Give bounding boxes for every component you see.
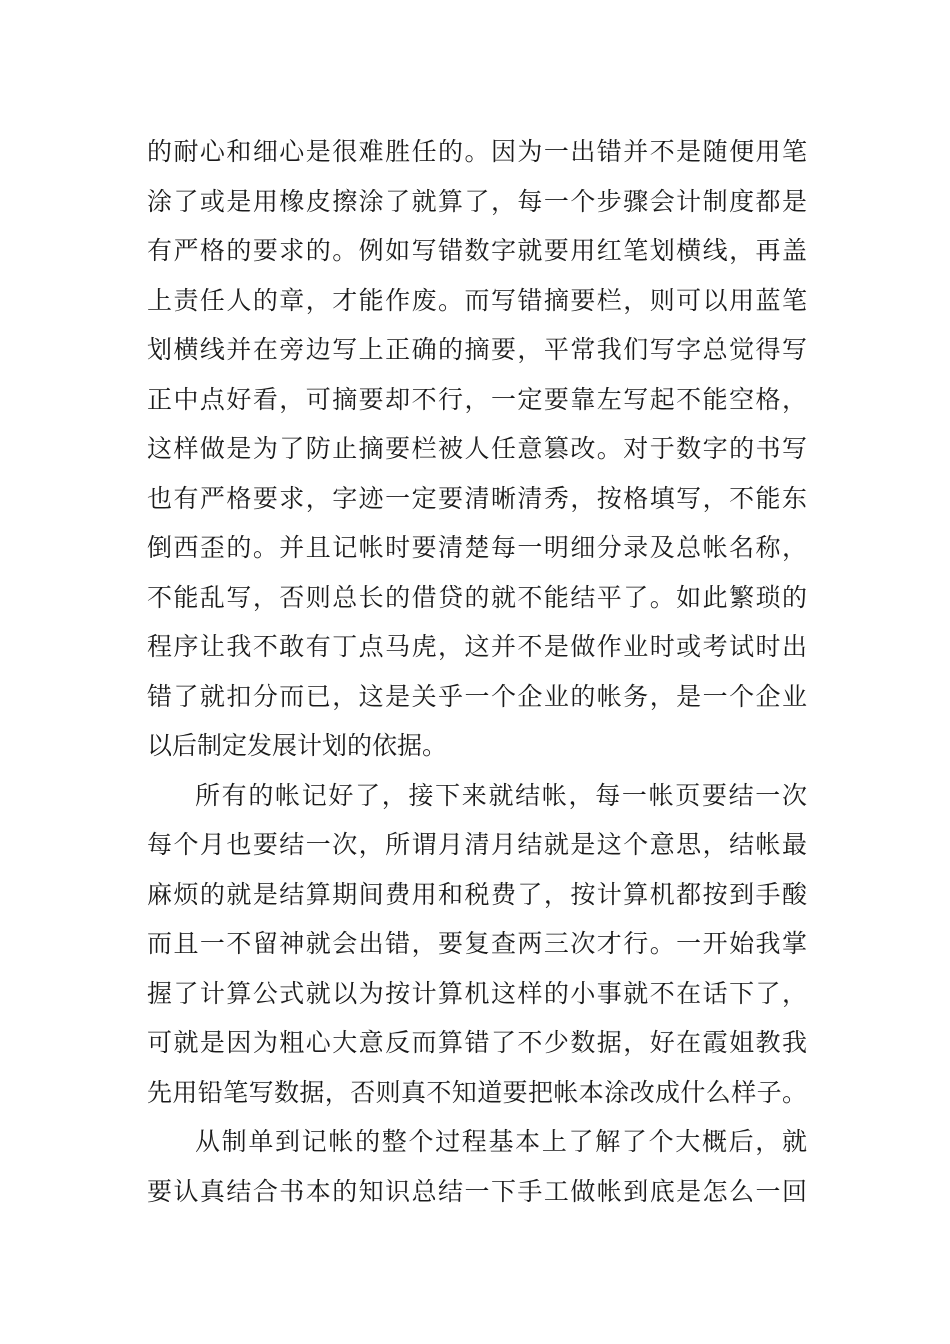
- text-line: 正中点好看，可摘要却不行，一定要靠左写起不能空格，: [147, 384, 807, 414]
- text-line: 每个月也要结一次，所谓月清月结就是这个意思，结帐最: [147, 830, 807, 859]
- text-line: 上责任人的章，才能作废。而写错摘要栏，则可以用蓝笔: [147, 285, 807, 315]
- text-line: 也有严格要求，字迹一定要清晰清秀，按格填写，不能东: [147, 483, 807, 513]
- text-line: 麻烦的就是结算期间费用和税费了，按计算机都按到手酸: [147, 879, 807, 909]
- text-line: 这样做是为了防止摘要栏被人任意篡改。对于数字的书写: [147, 434, 807, 463]
- text-line: 可就是因为粗心大意反而算错了不少数据，好在霞姐教我: [147, 1028, 807, 1057]
- text-line: 涂了或是用橡皮擦涂了就算了，每一个步骤会计制度都是: [147, 186, 807, 216]
- text-line: 错了就扣分而已，这是关乎一个企业的帐务，是一个企业: [147, 681, 807, 711]
- text-line: 划横线并在旁边写上正确的摘要，平常我们写字总觉得写: [147, 335, 807, 364]
- text-line: 倒西歪的。并且记帐时要清楚每一明细分录及总帐名称，: [147, 533, 807, 562]
- text-line: 以后制定发展计划的依据。: [147, 731, 448, 760]
- text-line: 而且一不留神就会出错，要复查两三次才行。一开始我掌: [147, 929, 807, 958]
- paragraph-first-line: 所有的帐记好了，接下来就结帐，每一帐页要结一次: [195, 780, 807, 810]
- text-line: 要认真结合书本的知识总结一下手工做帐到底是怎么一回: [147, 1176, 807, 1206]
- body-text: [147, 127, 807, 1216]
- text-line: 握了计算公式就以为按计算机这样的小事就不在话下了，: [147, 978, 807, 1008]
- text-line: 不能乱写，否则总长的借贷的就不能结平了。如此繁琐的: [147, 582, 807, 612]
- text-line: 程序让我不敢有丁点马虎，这并不是做作业时或考试时出: [147, 632, 807, 661]
- text-line: 有严格的要求的。例如写错数字就要用红笔划横线，再盖: [147, 236, 807, 265]
- text-line: 先用铅笔写数据，否则真不知道要把帐本涂改成什么样子。: [147, 1077, 807, 1107]
- text-line: 的耐心和细心是很难胜任的。因为一出错并不是随便用笔: [147, 137, 807, 166]
- paragraph-first-line: 从制单到记帐的整个过程基本上了解了个大概后，就: [195, 1127, 807, 1156]
